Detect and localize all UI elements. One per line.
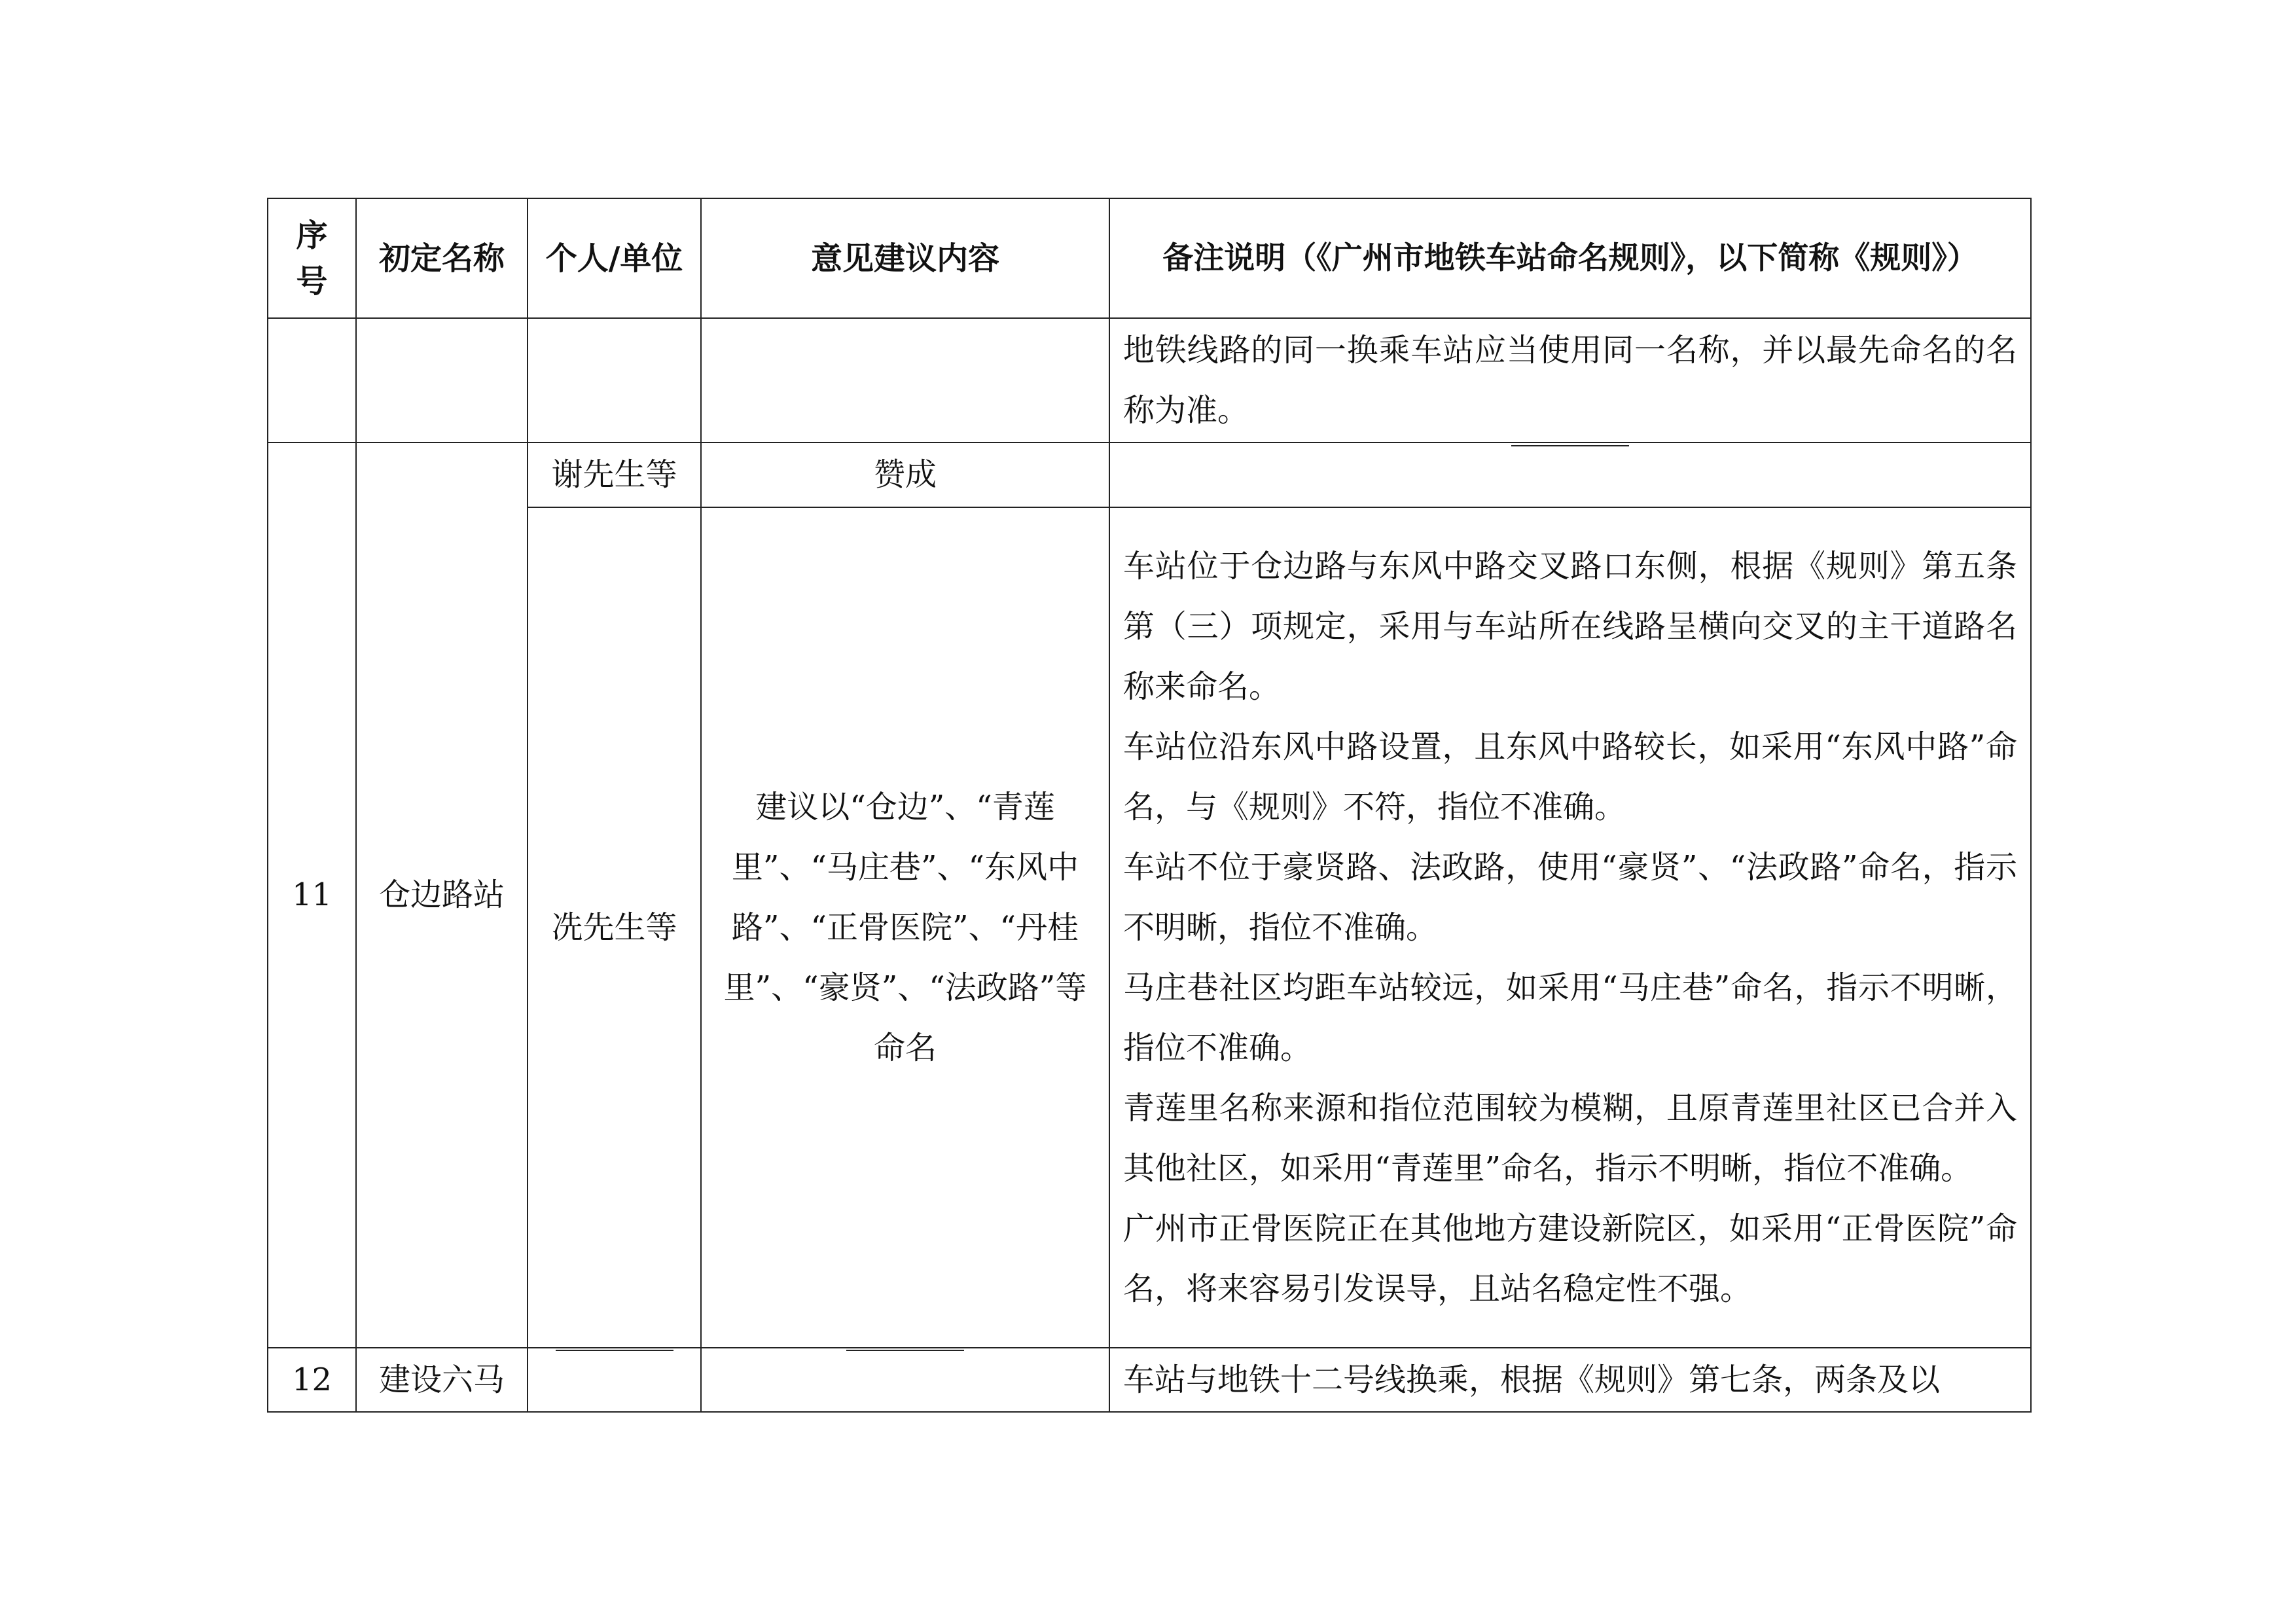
cell-remark-continued: 地铁线路的同一换乘车站应当使用同一名称，并以最先命名的名称为准。	[1109, 318, 2031, 442]
table-row-11a	[268, 442, 2031, 507]
cell-seq-11: 11	[268, 442, 356, 1348]
table-row-continued	[268, 318, 2031, 442]
header-row	[268, 198, 2031, 318]
cell-remark-12: 车站与地铁十二号线换乘，根据《规则》第七条，两条及以	[1109, 1348, 2031, 1413]
cell-name-11: 仓边路站	[356, 442, 528, 1348]
cell-person-11b: 冼先生等	[528, 507, 701, 1348]
cell-empty-name	[356, 318, 528, 442]
cell-person-11a: 谢先生等	[528, 442, 701, 507]
cell-remark-11b	[1109, 507, 2031, 1348]
opinion-table	[267, 198, 2032, 1413]
remark-paragraph: 车站位于仓边路与东风中路交叉路口东侧，根据《规则》第五条第（三）项规定，采用与车站所在线路呈横向交叉的主干道路名称来命名。	[1123, 547, 2017, 705]
cell-remark-11a	[1109, 442, 2031, 507]
header-seq: 序号	[268, 198, 356, 318]
cell-empty-opinion	[701, 318, 1109, 442]
remark-paragraph: 广州市正骨医院正在其他地方建设新院区，如采用“正骨医院”命名，将来容易引发误导，且站名稳定性不强。	[1123, 1210, 2017, 1307]
dash-mark	[556, 1350, 673, 1411]
dash-mark	[1511, 445, 1629, 507]
cell-empty-person	[528, 318, 701, 442]
cell-name-12: 建设六马	[356, 1348, 528, 1413]
cell-person-12	[528, 1348, 701, 1413]
cell-opinion-11b: 建议以“仓边”、“青莲里”、“马庄巷”、“东风中路”、“正骨医院”、“丹桂里”、“豪贤”、“法政路”等命名	[701, 507, 1109, 1348]
remark-paragraph: 马庄巷社区均距车站较远，如采用“马庄巷”命名，指示不明晰，指位不准确。	[1123, 969, 2017, 1066]
cell-opinion-12	[701, 1348, 1109, 1413]
table-row-12	[268, 1348, 2031, 1413]
cell-seq-12: 12	[268, 1348, 356, 1413]
header-name: 初定名称	[356, 198, 528, 318]
cell-empty-seq	[268, 318, 356, 442]
cell-opinion-11a: 赞成	[701, 442, 1109, 507]
remark-paragraph: 车站位沿东风中路设置，且东风中路较长，如采用“东风中路”命名，与《规则》不符，指位不准确。	[1123, 728, 2017, 825]
remark-paragraph: 车站不位于豪贤路、法政路，使用“豪贤”、“法政路”命名，指示不明晰，指位不准确。	[1123, 848, 2017, 946]
dash-mark	[846, 1350, 964, 1411]
header-person: 个人/单位	[528, 198, 701, 318]
header-opinion: 意见建议内容	[701, 198, 1109, 318]
remark-paragraph: 青莲里名称来源和指位范围较为模糊，且原青莲里社区已合并入其他社区，如采用“青莲里”命名，指示不明晰，指位不准确。	[1123, 1089, 2017, 1187]
table-row-11b	[268, 507, 2031, 1348]
header-remark: 备注说明（《广州市地铁车站命名规则》，以下简称《规则》）	[1109, 198, 2031, 318]
